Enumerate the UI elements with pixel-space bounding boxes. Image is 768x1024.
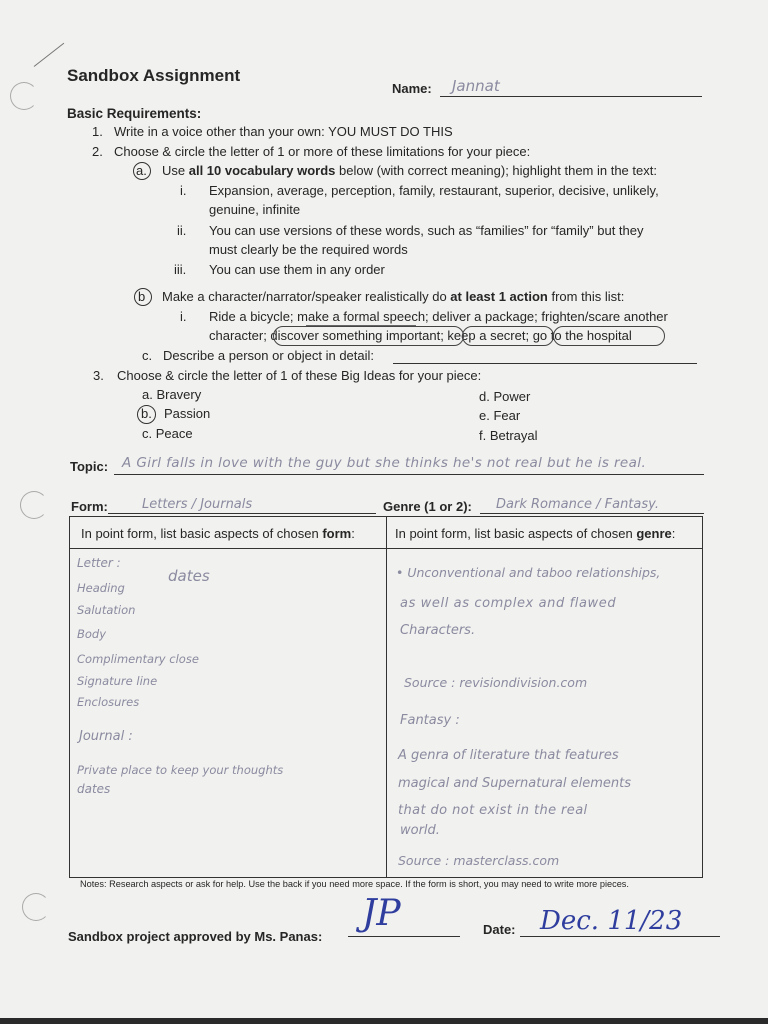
form-label: Form: xyxy=(71,499,108,514)
big-idea-a: a. Bravery xyxy=(142,387,202,402)
oval-discover xyxy=(273,326,464,346)
genre-note-line: A genra of literature that features xyxy=(398,748,619,763)
form-note-line: Letter : xyxy=(77,556,121,570)
option-a-i-number: i. xyxy=(180,183,187,198)
scan-edge xyxy=(0,1018,768,1024)
genre-note-line: as well as complex and flawed xyxy=(400,596,617,611)
genre-column-header: In point form, list basic aspects of chosen genre: xyxy=(387,517,703,549)
approval-label: Sandbox project approved by Ms. Panas: xyxy=(68,929,323,944)
option-c-underline xyxy=(393,363,697,364)
item3-text: Choose & circle the letter of 1 of these Big Ideas for your piece: xyxy=(117,368,482,383)
punch-hole-middle xyxy=(20,491,48,519)
option-c-text: Describe a person or object in detail: xyxy=(163,348,375,363)
option-a-text: Use all 10 vocabulary words below (with correct meaning); highlight them in the text: xyxy=(162,163,657,178)
item2-number: 2. xyxy=(92,144,103,159)
genre-note-line: Source : masterclass.com xyxy=(398,853,560,868)
big-idea-d: d. Power xyxy=(479,389,531,404)
form-note-line: Salutation xyxy=(77,603,136,617)
genre-underline xyxy=(480,513,704,514)
form-value: Letters / Journals xyxy=(142,497,253,512)
actions-line1: Ride a bicycle; make a formal speech; deliver a package; frighten/scare another xyxy=(209,309,668,324)
option-a-iii-text: You can use them in any order xyxy=(209,262,385,277)
name-value: Jannat xyxy=(452,77,500,95)
teacher-signature: JP xyxy=(362,893,401,934)
topic-value: A Girl falls in love with the guy but she thinks he's not real but he is real. xyxy=(122,455,647,471)
oval-secret xyxy=(462,326,554,346)
approval-date: Dec. 11/23 xyxy=(540,906,683,936)
option-b-text: Make a character/narrator/speaker realistically do at least 1 action from this list: xyxy=(162,289,625,304)
genre-note-line: Fantasy : xyxy=(400,713,460,728)
big-idea-c: c. Peace xyxy=(142,426,193,441)
item3-number: 3. xyxy=(93,368,104,383)
punch-hole-top xyxy=(10,82,38,110)
requirements-heading: Basic Requirements: xyxy=(67,106,202,121)
item2-text: Choose & circle the letter of 1 or more of these limitations for your piece: xyxy=(114,144,531,159)
form-note-line: Journal : xyxy=(79,729,133,744)
name-label: Name: xyxy=(392,81,432,96)
form-note-dates: dates xyxy=(168,567,210,585)
name-underline xyxy=(440,96,702,97)
page-title: Sandbox Assignment xyxy=(67,66,241,85)
genre-note-line: Characters. xyxy=(400,623,476,638)
pen-underline-speech xyxy=(306,325,416,326)
option-b-letter: b xyxy=(138,289,146,304)
big-idea-b: Passion xyxy=(164,406,211,421)
form-note-line: Body xyxy=(77,627,107,641)
genre-note-line: world. xyxy=(400,823,440,838)
option-c-letter: c. xyxy=(142,348,153,363)
form-note-line: Heading xyxy=(77,581,125,595)
form-note-line: Enclosures xyxy=(77,695,140,709)
topic-label: Topic: xyxy=(70,459,109,474)
actions-line2: character; discover something important; keep a secret; go to the hospital xyxy=(209,328,632,343)
form-underline xyxy=(108,513,376,514)
genre-note-line: Source : revisiondivision.com xyxy=(404,675,588,690)
date-label: Date: xyxy=(483,922,516,937)
genre-note-line: • Unconventional and taboo relationships, xyxy=(396,565,661,580)
big-idea-e: e. Fear xyxy=(479,408,521,423)
signature-underline xyxy=(348,936,460,937)
option-a-ii-line2: must clearly be the required words xyxy=(209,242,408,257)
option-a-ii-number: ii. xyxy=(177,223,187,238)
punch-hole-bottom xyxy=(22,893,50,921)
pencil-mark xyxy=(34,43,65,67)
big-idea-f: f. Betrayal xyxy=(479,428,538,443)
option-b-i-number: i. xyxy=(180,309,187,324)
genre-label: Genre (1 or 2): xyxy=(383,499,472,514)
form-notes-cell xyxy=(70,549,387,878)
option-a-ii-line1: You can use versions of these words, such as “families” for “family” but they xyxy=(209,223,644,238)
oval-hospital xyxy=(553,326,665,346)
form-note-line: Private place to keep your thoughts xyxy=(77,763,284,777)
genre-note-line: that do not exist in the real xyxy=(398,803,588,818)
form-note-line: Signature line xyxy=(77,674,158,688)
notes-text: Notes: Research aspects or ask for help. Use the back if you need more space. If the form is short, you may need to write more pieces. xyxy=(80,879,629,889)
vocab-list-line2: genuine, infinite xyxy=(209,202,301,217)
form-note-line: dates xyxy=(77,782,111,796)
form-column-header: In point form, list basic aspects of chosen form: xyxy=(70,517,387,549)
form-note-line: Complimentary close xyxy=(77,652,199,666)
item1-text: Write in a voice other than your own: YOU MUST DO THIS xyxy=(114,124,453,139)
topic-underline xyxy=(114,474,704,475)
item1-number: 1. xyxy=(92,124,103,139)
vocab-list-line1: Expansion, average, perception, family, restaurant, superior, decisive, unlikely, xyxy=(209,183,659,198)
option-a-letter: a. xyxy=(136,163,147,178)
date-underline xyxy=(520,936,720,937)
option-a-iii-number: iii. xyxy=(174,262,187,277)
big-idea-b-letter: b. xyxy=(141,406,152,421)
genre-value: Dark Romance / Fantasy. xyxy=(496,497,659,512)
genre-note-line: magical and Supernatural elements xyxy=(398,776,632,791)
